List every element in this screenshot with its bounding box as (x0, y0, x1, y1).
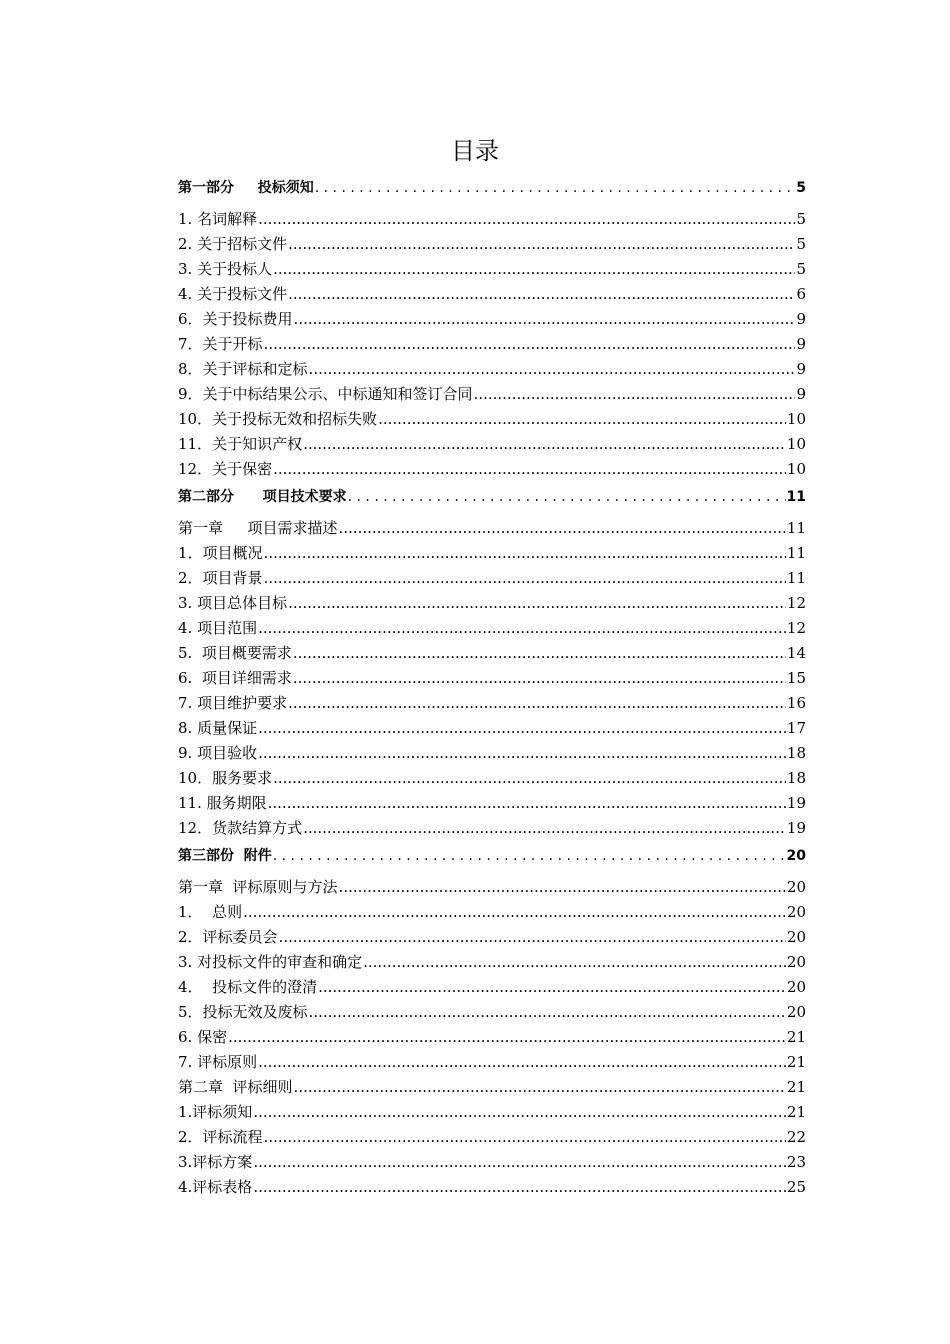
toc-entry-label: 9. 项目验收 (178, 744, 258, 762)
toc-page-number: 5 (796, 260, 806, 278)
toc-page-number: 9 (796, 360, 806, 378)
toc-entry-label: 第三部份 附件 (178, 848, 272, 864)
dot-leader (264, 332, 796, 357)
toc-entry[interactable] (178, 950, 806, 975)
toc-entry[interactable] (178, 541, 806, 566)
toc-entry-label: 1．项目概况 (178, 544, 263, 562)
toc-page-number: 25 (786, 1178, 806, 1196)
toc-entry[interactable] (178, 641, 806, 666)
toc-entry[interactable] (178, 207, 806, 232)
dot-leader (315, 173, 796, 203)
dot-leader (243, 900, 786, 925)
page-title: 目录 (451, 137, 499, 165)
dot-leader (279, 925, 786, 950)
toc-entry[interactable] (178, 282, 806, 307)
toc-entry[interactable] (178, 975, 806, 1000)
toc-entry[interactable] (178, 307, 806, 332)
toc-entry-label: 8．关于评标和定标 (178, 360, 308, 378)
toc-entry[interactable] (178, 1025, 806, 1050)
toc-page-number: 9 (796, 310, 806, 328)
toc-entry-label: 3. 关于投标人 (178, 260, 273, 278)
toc-page-number: 12 (786, 619, 806, 637)
toc-entry-label: 11. 服务期限 (178, 794, 267, 812)
dot-leader (258, 716, 786, 741)
dot-leader (309, 357, 796, 382)
dot-leader (309, 1000, 786, 1025)
toc-entry-label: 2．项目背景 (178, 569, 263, 587)
toc-page-number: 10 (786, 460, 806, 478)
toc-page-number: 11 (786, 489, 806, 505)
dot-leader (293, 641, 786, 666)
toc-entry[interactable] (178, 875, 806, 900)
toc-entry-label: 10．服务要求 (178, 769, 273, 787)
toc-entry[interactable] (178, 741, 806, 766)
toc-page-number: 22 (786, 1128, 806, 1146)
dot-leader (339, 516, 786, 541)
toc-page-number: 11 (786, 569, 806, 587)
toc-page-number: 14 (786, 644, 806, 662)
table-of-contents (178, 173, 806, 1200)
toc-entry-label: 第一部分 投标须知 (178, 180, 314, 196)
toc-entry-label: 7. 项目维护要求 (178, 694, 288, 712)
dot-leader (288, 232, 795, 257)
toc-entry[interactable] (178, 1050, 806, 1075)
dot-leader (273, 841, 786, 871)
toc-entry-label: 12．关于保密 (178, 460, 273, 478)
toc-page-number: 10 (786, 435, 806, 453)
toc-page-number: 20 (786, 848, 806, 864)
toc-entry[interactable] (178, 382, 806, 407)
toc-page-number: 21 (786, 1103, 806, 1121)
toc-entry-label: 3. 对投标文件的审查和确定 (178, 953, 363, 971)
dot-leader (348, 482, 786, 512)
dot-leader (288, 591, 786, 616)
toc-entry[interactable] (178, 232, 806, 257)
toc-entry-label: 5．投标无效及废标 (178, 1003, 308, 1021)
toc-page-number: 21 (786, 1028, 806, 1046)
toc-entry[interactable] (178, 816, 806, 841)
toc-entry[interactable] (178, 432, 806, 457)
toc-entry[interactable] (178, 1150, 806, 1175)
dot-leader (273, 457, 786, 482)
toc-page-number: 20 (786, 903, 806, 921)
toc-part-entry[interactable] (178, 173, 806, 207)
toc-entry[interactable] (178, 257, 806, 282)
toc-entry[interactable] (178, 925, 806, 950)
toc-entry[interactable] (178, 716, 806, 741)
toc-entry-label: 6. 保密 (178, 1028, 228, 1046)
toc-page-number: 18 (786, 744, 806, 762)
toc-entry-label: 4． 投标文件的澄清 (178, 978, 318, 996)
toc-entry[interactable] (178, 1000, 806, 1025)
toc-entry[interactable] (178, 591, 806, 616)
toc-entry-label: 6. 项目详细需求 (178, 669, 292, 687)
dot-leader (303, 432, 786, 457)
toc-page-number: 16 (786, 694, 806, 712)
toc-page-number: 15 (786, 669, 806, 687)
dot-leader (294, 307, 796, 332)
dot-leader (288, 282, 795, 307)
toc-entry-label: 12．货款结算方式 (178, 819, 303, 837)
toc-entry-label: 4. 关于投标文件 (178, 285, 288, 303)
toc-entry-label: 3. 项目总体目标 (178, 594, 288, 612)
toc-entry[interactable] (178, 1125, 806, 1150)
dot-leader (253, 1150, 786, 1175)
toc-entry-label: 6．关于投标费用 (178, 310, 293, 328)
toc-entry-label: 4.评标表格 (178, 1178, 253, 1196)
dot-leader (363, 950, 786, 975)
toc-page-number: 19 (786, 794, 806, 812)
dot-leader (258, 207, 795, 232)
toc-entry-label: 7．关于开标 (178, 335, 263, 353)
toc-entry[interactable] (178, 407, 806, 432)
dot-leader (264, 566, 786, 591)
dot-leader (264, 1125, 786, 1150)
toc-entry[interactable] (178, 1075, 806, 1100)
toc-page-number: 9 (796, 335, 806, 353)
dot-leader (293, 666, 786, 691)
dot-leader (228, 1025, 786, 1050)
toc-part-entry[interactable] (178, 841, 806, 875)
toc-entry[interactable] (178, 1175, 806, 1200)
dot-leader (474, 382, 796, 407)
toc-entry-label: 2．评标流程 (178, 1128, 263, 1146)
toc-page-number: 18 (786, 769, 806, 787)
toc-page-number: 9 (796, 385, 806, 403)
toc-page-number: 20 (786, 878, 806, 896)
toc-page-number: 23 (786, 1153, 806, 1171)
toc-entry[interactable] (178, 332, 806, 357)
toc-page-number: 5 (796, 235, 806, 253)
dot-leader (258, 1050, 786, 1075)
toc-entry-label: 11．关于知识产权 (178, 435, 303, 453)
dot-leader (268, 791, 786, 816)
toc-page-number: 6 (796, 285, 806, 303)
toc-entry-label: 第一章 评标原则与方法 (178, 878, 338, 896)
toc-entry-label: 第二部分 项目技术要求 (178, 489, 347, 505)
toc-entry[interactable] (178, 457, 806, 482)
toc-page-number: 20 (786, 928, 806, 946)
dot-leader (318, 975, 786, 1000)
toc-entry[interactable] (178, 566, 806, 591)
dot-leader (288, 691, 786, 716)
toc-page-number: 17 (786, 719, 806, 737)
toc-page-number: 12 (786, 594, 806, 612)
toc-entry-label: 8. 质量保证 (178, 719, 258, 737)
toc-page-number: 21 (786, 1078, 806, 1096)
toc-page-number: 5 (796, 210, 806, 228)
toc-page-number: 20 (786, 953, 806, 971)
toc-entry-label: 1. 名词解释 (178, 210, 258, 228)
toc-entry[interactable] (178, 900, 806, 925)
toc-page-number: 19 (786, 819, 806, 837)
toc-entry[interactable] (178, 1100, 806, 1125)
toc-entry[interactable] (178, 357, 806, 382)
toc-page-number: 11 (786, 519, 806, 537)
toc-entry-label: 1． 总则 (178, 903, 243, 921)
toc-page-number: 20 (786, 978, 806, 996)
toc-page-number: 11 (786, 544, 806, 562)
toc-entry[interactable] (178, 791, 806, 816)
dot-leader (273, 257, 795, 282)
dot-leader (253, 1100, 786, 1125)
toc-entry-label: 7. 评标原则 (178, 1053, 258, 1071)
toc-entry[interactable] (178, 691, 806, 716)
dot-leader (294, 1075, 786, 1100)
toc-entry[interactable] (178, 666, 806, 691)
toc-part-entry[interactable] (178, 482, 806, 516)
toc-entry-label: 5. 项目概要需求 (178, 644, 292, 662)
dot-leader (258, 741, 786, 766)
toc-page-number: 20 (786, 1003, 806, 1021)
toc-entry[interactable] (178, 766, 806, 791)
toc-entry[interactable] (178, 616, 806, 641)
toc-entry-label: 第一章 项目需求描述 (178, 519, 338, 537)
toc-entry-label: 9．关于中标结果公示、中标通知和签订合同 (178, 385, 473, 403)
toc-page-number: 21 (786, 1053, 806, 1071)
dot-leader (264, 541, 786, 566)
toc-entry-label: 2．评标委员会 (178, 928, 278, 946)
dot-leader (258, 616, 786, 641)
toc-page-number: 5 (796, 180, 806, 196)
toc-entry-label: 2. 关于招标文件 (178, 235, 288, 253)
dot-leader (303, 816, 786, 841)
toc-entry-label: 10．关于投标无效和招标失败 (178, 410, 378, 428)
dot-leader (253, 1175, 786, 1200)
toc-entry-label: 第二章 评标细则 (178, 1078, 293, 1096)
toc-entry-label: 1.评标须知 (178, 1103, 253, 1121)
toc-page-number: 10 (786, 410, 806, 428)
dot-leader (273, 766, 786, 791)
dot-leader (378, 407, 786, 432)
toc-entry-label: 4. 项目范围 (178, 619, 258, 637)
toc-entry-label: 3.评标方案 (178, 1153, 253, 1171)
toc-entry[interactable] (178, 516, 806, 541)
dot-leader (339, 875, 786, 900)
